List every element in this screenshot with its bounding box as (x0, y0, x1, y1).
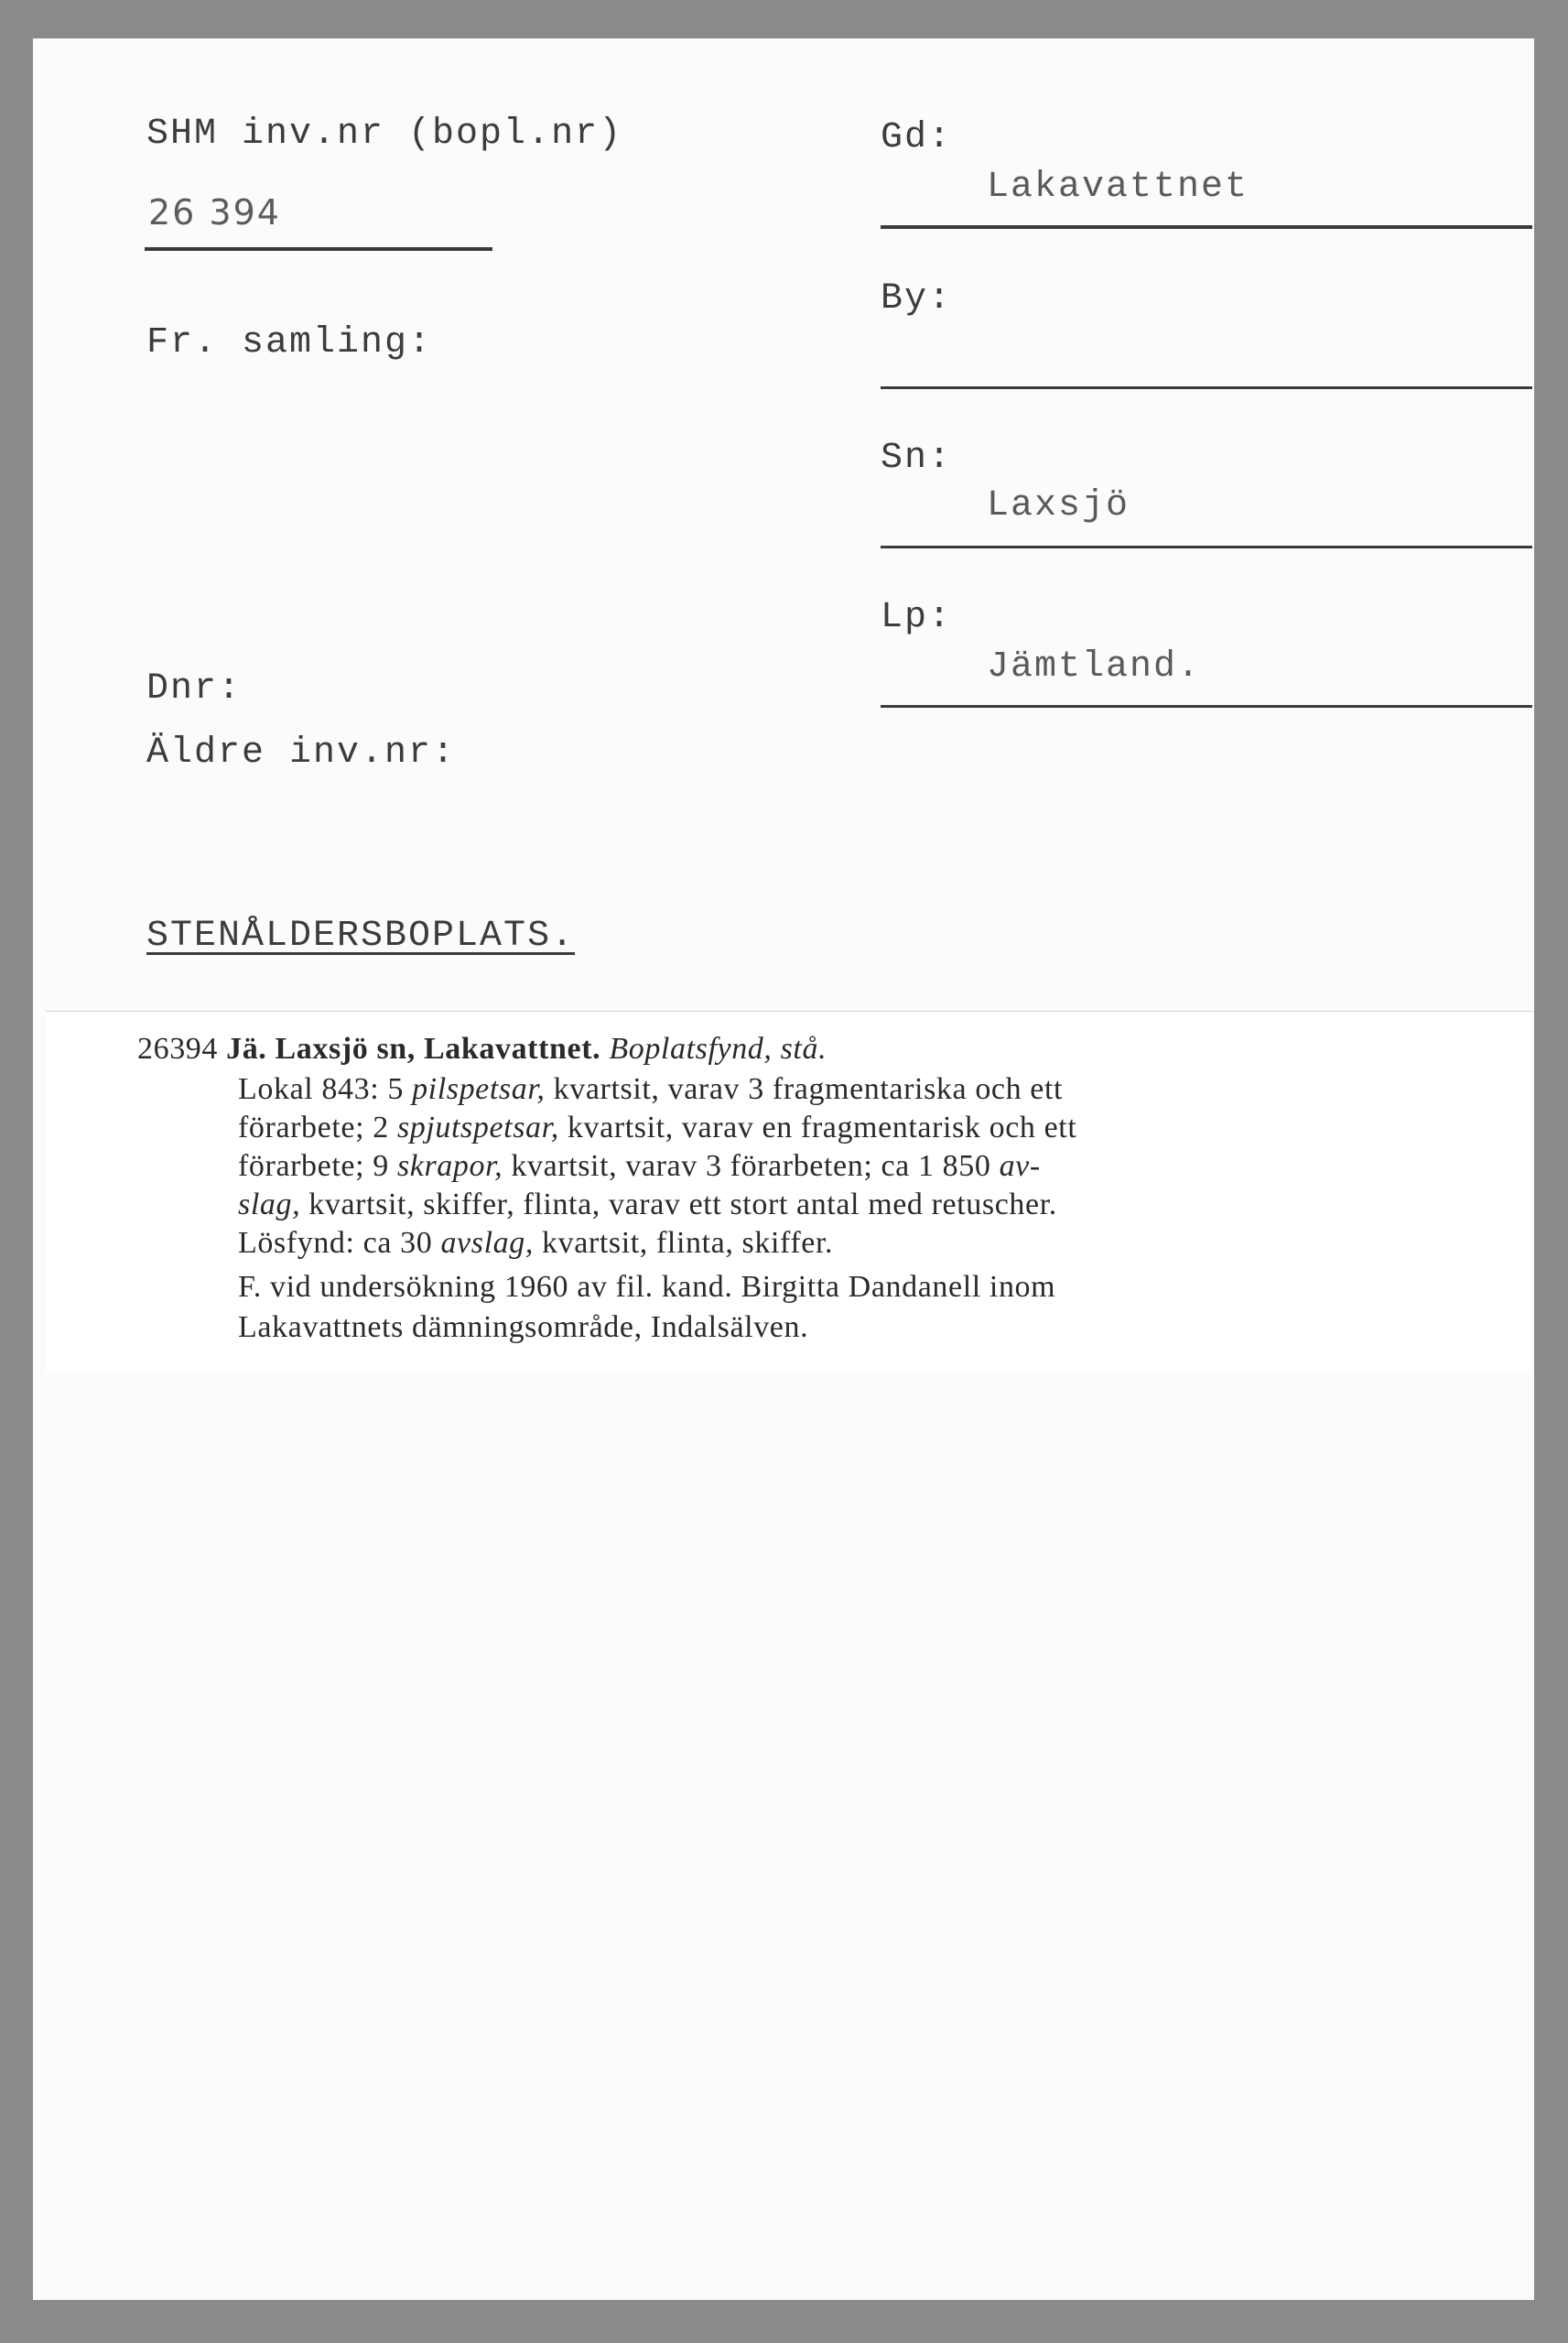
text-italic: slag, (238, 1188, 301, 1221)
slip-line-2 (238, 1111, 1076, 1145)
sn-value: Laxsjö (987, 485, 1130, 526)
aldre-inv-label: Äldre inv.nr: (146, 732, 457, 774)
text: kvartsit, varav 3 förarbeten; ca 1 850 (503, 1149, 1000, 1183)
sn-rule (881, 546, 1532, 548)
text-italic: avslag, (440, 1226, 534, 1260)
gd-rule (881, 225, 1532, 229)
text-italic: av- (999, 1149, 1041, 1183)
dnr-label: Dnr: (146, 668, 243, 710)
sn-label: Sn: (881, 438, 953, 479)
slip-line-7: Lakavattnets dämningsområde, Indalsälven. (238, 1310, 809, 1344)
slip-line-5 (238, 1226, 833, 1261)
slip-number: 26394 (137, 1032, 218, 1066)
slip-heading-italic: Boplatsfynd, stå. (609, 1032, 827, 1066)
slip-line-1 (238, 1072, 1063, 1107)
text: kvartsit, varav 3 fragmentariska och ett (545, 1072, 1064, 1106)
inv-underline (145, 247, 492, 251)
slip-line-4 (238, 1188, 1057, 1222)
text-italic: skrapor, (396, 1149, 503, 1183)
text: kvartsit, varav en fragmentarisk och ett (558, 1111, 1077, 1144)
inv-label: SHM inv.nr (bopl.nr) (146, 114, 623, 155)
slip-heading (137, 1032, 827, 1067)
text-italic: pilspetsar, (412, 1072, 546, 1106)
text: förarbete; 9 (238, 1149, 397, 1183)
text-italic: spjutspetsar, (396, 1111, 559, 1144)
gd-value: Lakavattnet (987, 167, 1249, 208)
printed-catalog-slip (46, 1011, 1532, 1374)
text: Lösfynd: ca 30 (238, 1226, 441, 1260)
text: förarbete; 2 (238, 1111, 397, 1144)
text: kvartsit, flinta, skiffer. (533, 1226, 834, 1260)
slip-line-6: F. vid undersökning 1960 av fil. kand. Birgitta Dandanell inom (238, 1270, 1056, 1304)
lp-rule (881, 705, 1532, 708)
slip-heading-bold: Jä. Laxsjö sn, Lakavattnet. (226, 1032, 601, 1066)
slip-line-3 (238, 1149, 1041, 1184)
lp-label: Lp: (881, 597, 953, 638)
by-label: By: (881, 278, 953, 320)
category-heading: STENÅLDERSBOPLATS. (146, 916, 576, 957)
text: Lokal 843: 5 (238, 1072, 413, 1106)
gd-label: Gd: (881, 117, 953, 158)
text: kvartsit, skiffer, flinta, varav ett stort antal med retuscher. (300, 1188, 1057, 1221)
fr-samling-label: Fr. samling: (146, 322, 433, 363)
lp-value: Jämtland. (987, 646, 1202, 688)
by-rule (881, 386, 1532, 389)
inv-value: 26 394 (148, 192, 281, 233)
